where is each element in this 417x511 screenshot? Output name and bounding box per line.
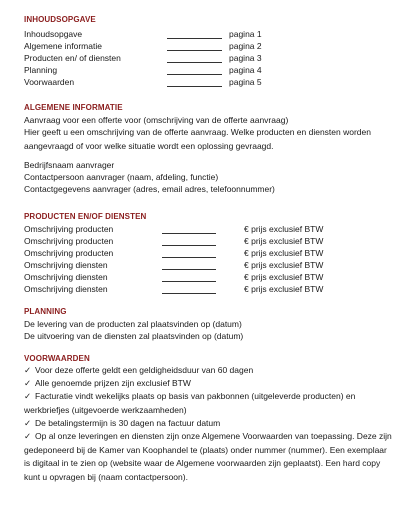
algemeen-request-line: Aanvraag voor een offerte voor (omschrijving van de offerte aanvraag) [24,115,289,125]
planning-line: De levering van de producten zal plaatsvinden op (datum) [24,319,242,329]
toc-item-label: Producten en/ of diensten [24,53,121,63]
checkmark-icon: ✓ [24,378,32,388]
voorwaarden-heading: VOORWAARDEN [24,354,90,363]
product-row-blank [162,233,216,234]
toc-item-page: pagina 2 [229,41,262,51]
toc-item-label: Voorwaarden [24,77,75,87]
toc-heading: INHOUDSOPGAVE [24,15,96,24]
checkmark-icon: ✓ [24,418,32,428]
service-row-blank [162,281,216,282]
checkmark-icon: ✓ [24,391,32,401]
toc-item-page: pagina 5 [229,77,262,87]
condition-item [24,417,394,431]
toc-item-page: pagina 1 [229,29,262,39]
contact-line: Bedrijfsnaam aanvrager [24,160,115,170]
product-row-label: Omschrijving producten [24,248,114,258]
contact-line: Contactgegevens aanvrager (adres, email adres, telefoonnummer) [24,184,275,194]
product-row-blank [162,245,216,246]
condition-item [24,377,394,391]
condition-item [24,390,394,417]
planning-line: De uitvoering van de diensten zal plaatsvinden op (datum) [24,331,244,341]
product-row-blank [162,257,216,258]
toc-leader-line [167,62,222,63]
algemeen-heading: ALGEMENE INFORMATIE [24,103,123,112]
toc-item-label: Algemene informatie [24,41,102,51]
toc-leader-line [167,38,222,39]
service-row-price: € prijs exclusief BTW [244,284,324,294]
toc-item-label: Planning [24,65,58,75]
service-row-label: Omschrijving diensten [24,260,108,270]
contact-line: Contactpersoon aanvrager (naam, afdeling, functie) [24,172,219,182]
condition-text: Alle genoemde prijzen zijn exclusief BTW [35,378,191,388]
planning-heading: PLANNING [24,307,67,316]
service-row-blank [162,269,216,270]
checkmark-icon: ✓ [24,431,32,441]
product-row-price: € prijs exclusief BTW [244,248,324,258]
condition-text: Voor deze offerte geldt een geldigheidsduur van 60 dagen [35,365,254,375]
condition-text: De betalingstermijn is 30 dagen na factuur datum [35,418,221,428]
product-row-label: Omschrijving producten [24,236,114,246]
service-row-blank [162,293,216,294]
service-row-price: € prijs exclusief BTW [244,260,324,270]
toc-item-page: pagina 3 [229,53,262,63]
toc-item-page: pagina 4 [229,65,262,75]
toc-leader-line [167,86,222,87]
service-row-label: Omschrijving diensten [24,284,108,294]
service-row-label: Omschrijving diensten [24,272,108,282]
toc-leader-line [167,50,222,51]
checkmark-icon: ✓ [24,365,32,375]
algemeen-description: Hier geeft u een omschrijving van de offerte aanvraag. Welke producten en diensten worden aangevraagd of voor welke situatie wordt een oplossing gevraagd. [24,127,371,151]
product-row-label: Omschrijving producten [24,224,114,234]
product-row-price: € prijs exclusief BTW [244,224,324,234]
toc-leader-line [167,74,222,75]
condition-item [24,364,394,378]
condition-text: Facturatie vindt wekelijks plaats op basis van pakbonnen (uitgeleverde producten) en werkbriefjes (uitgevoerde werkzaamheden) [24,391,356,415]
condition-text: Op al onze leveringen en diensten zijn onze Algemene Voorwaarden van toepassing. Deze zijn gedeponeerd bij de Kamer van Koophandel te (plaats) onder nummer (nummer). Een exemplaar is digitaal in te zien op (website waar de Algemene voorwaarden zijn geplaatst). Een hard copy kunt u opvragen bij (naam contactpersoon). [24,431,392,482]
toc-item-label: Inhoudsopgave [24,29,83,39]
service-row-price: € prijs exclusief BTW [244,272,324,282]
condition-item [24,430,394,484]
product-row-price: € prijs exclusief BTW [244,236,324,246]
producten-heading: PRODUCTEN EN/OF DIENSTEN [24,212,147,221]
